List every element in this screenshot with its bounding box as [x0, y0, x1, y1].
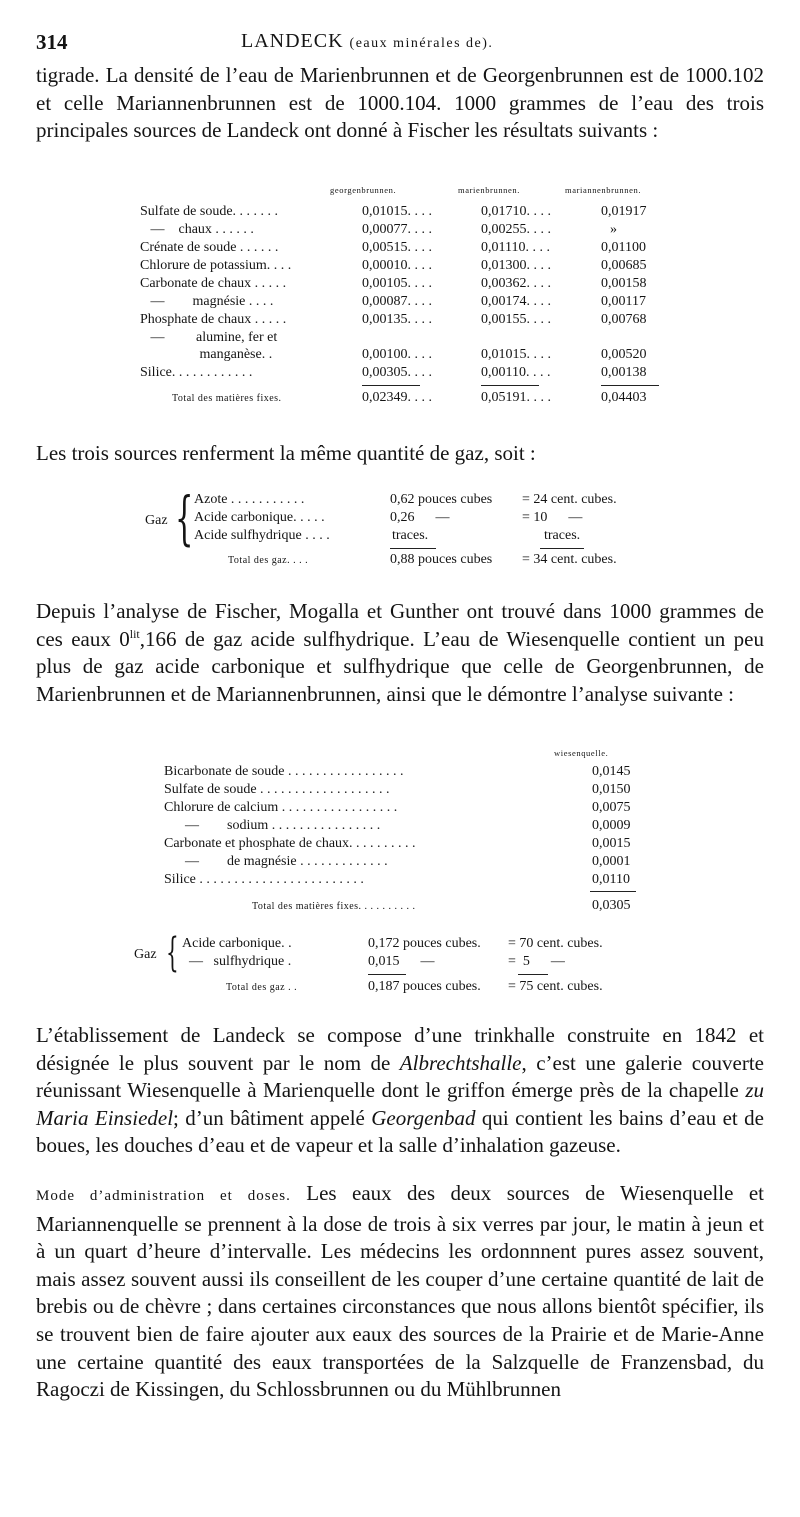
italic-term: Albrechtshalle: [399, 1050, 522, 1075]
row-label: Acide carbonique. . . . .: [194, 510, 325, 525]
cell-value: 0,0145: [592, 764, 631, 779]
total-value: 0,05191. . . .: [481, 390, 551, 405]
row-label: — magnésie . . . .: [140, 294, 274, 309]
running-title-main: LANDECK: [241, 30, 344, 52]
cell-value: 0,00077. . . .: [362, 222, 432, 237]
sum-rule: [481, 385, 539, 386]
row-label: — chaux . . . . . .: [140, 222, 254, 237]
running-title-sub: (eaux minérales de).: [349, 36, 494, 51]
table-row: [140, 365, 670, 383]
row-label: — alumine, fer et: [140, 330, 278, 345]
cell-value: traces.: [392, 528, 429, 543]
column-header-marienbrunnen: marienbrunnen.: [458, 185, 520, 195]
cell-value: 0,62 pouces cubes: [390, 492, 493, 507]
cell-value: 0,00362. . . .: [481, 276, 551, 291]
cell-value: 0,00305. . . .: [362, 365, 432, 380]
cell-value: 0,015 —: [368, 954, 435, 969]
running-title: [241, 30, 493, 53]
cell-value: 0,0009: [592, 818, 631, 833]
paragraph-text: Les eaux des deux sources de Wiesenquelle et Mariannenquelle se prennent à la dose de trois à six verres par jour, le matin à jeun et à un quart d’heure d’intervalle. Les médecins les ordonnnent pures assez souvent, mais assez souvent aussi ils conseillent de les couper d’une certaine quantité de lait de brebis ou de chèvre ; dans certaines circonstances que nous allons bientôt spécifier, ils se trouvent bien de faire ajouter aux eaux des sources de la Prairie et de Marie-Anne une certaine quantité des eaux transportées de la Salzquelle de Franzensbad, du Ragoczi de Kissingen, du Schlossbrunnen ou du Mühlbrunnen: [36, 1181, 764, 1402]
table-row: [134, 954, 654, 972]
page-number: 314: [36, 30, 68, 54]
row-label: Bicarbonate de soude . . . . . . . . . . . . . . . . .: [164, 764, 404, 779]
cell-value: 0,0075: [592, 800, 631, 815]
paragraph-text: ,166 de gaz acide sulfhydrique. L’eau de Wiesenquelle contient un peu plus de gaz acide carbonique et sulfhydrique que celle de Georgenbrunnen, de Marienbrunnen et de Mariannenbrunnen, ainsi que le démontre l’analyse suivante :: [36, 626, 764, 706]
total-row: [134, 979, 654, 997]
sum-rule: [362, 385, 420, 386]
sum-rule: [601, 385, 659, 386]
cell-value: 0,00768: [601, 312, 647, 327]
cell-equivalent: = 70 cent. cubes.: [508, 936, 603, 951]
table-row: [140, 330, 670, 348]
total-row: [164, 898, 644, 916]
paragraph-text: L’établissement de Landeck se compose d’une trinkhalle construite en 1842 et désignée le plus souvent par le nom de: [36, 1023, 764, 1075]
row-label: — de magnésie . . . . . . . . . . . . .: [164, 854, 388, 869]
sum-rule: [368, 974, 406, 975]
cell-value: 0,00117: [601, 294, 646, 309]
total-value: 0,04403: [601, 390, 647, 405]
unit-superscript: lit: [129, 626, 140, 641]
paragraph-text: , c’est une galerie couverte réunissant Wiesenquelle à Marienquelle dont le griffon émerge près de la chapelle: [36, 1050, 764, 1103]
paragraph-gas-intro: Les trois sources renferment la même quantité de gaz, soit :: [36, 441, 536, 465]
cell-value: 0,0001: [592, 854, 631, 869]
cell-equivalent: traces.: [544, 528, 581, 543]
row-label: Silice . . . . . . . . . . . . . . . . . . . . . . . .: [164, 872, 364, 887]
cell-value: 0,00138: [601, 365, 647, 380]
cell-equivalent: = 10 —: [522, 510, 583, 525]
table-row: [164, 836, 644, 854]
row-label: Chlorure de calcium . . . . . . . . . . . . . . . . .: [164, 800, 398, 815]
cell-value: 0,26 —: [390, 510, 450, 525]
column-header-georgenbrunnen: georgenbrunnen.: [330, 185, 397, 195]
cell-value: 0,01015. . . .: [481, 347, 551, 362]
paragraph-intro: tigrade. La densité de l’eau de Marienbrunnen et de Georgenbrunnen est de 1000.102 et celle Mariannenbrunnen est de 1000.104. 1000 grammes de l’eau des trois principales sources de Landeck ont donné à Fischer les résultats suivants :: [36, 63, 764, 143]
sum-rule: [518, 974, 548, 975]
cell-value: 0,00100. . . .: [362, 347, 432, 362]
cell-value: 0,0015: [592, 836, 631, 851]
cell-value: 0,01015. . . .: [362, 204, 432, 219]
brace-icon: {: [175, 484, 194, 552]
brace-icon: {: [166, 930, 179, 976]
section-heading: Mode d’administration et doses.: [36, 1188, 291, 1204]
cell-value: 0,00685: [601, 258, 647, 273]
table-row: [134, 936, 654, 954]
cell-value: 0,00520: [601, 347, 647, 362]
cell-value: 0,00155. . . .: [481, 312, 551, 327]
cell-value: 0,01710. . . .: [481, 204, 551, 219]
sum-rule: [390, 548, 436, 549]
total-value: 0,187 pouces cubes.: [368, 979, 481, 994]
row-label: Carbonate de chaux . . . . .: [140, 276, 287, 291]
row-label: Acide carbonique. .: [182, 936, 292, 951]
row-label: Azote . . . . . . . . . . .: [194, 492, 305, 507]
row-label: Sulfate de soude . . . . . . . . . . . . . . . . . . .: [164, 782, 390, 797]
cell-value: 0,00515. . . .: [362, 240, 432, 255]
italic-term: Georgenbad: [371, 1105, 476, 1130]
row-label: manganèse. .: [140, 347, 273, 362]
table-row: [164, 872, 644, 890]
column-header-wiesenquelle: wiesenquelle.: [554, 748, 609, 758]
sum-rule: [540, 548, 584, 549]
cell-value: 0,00158: [601, 276, 647, 291]
row-label: Sulfate de soude. . . . . . .: [140, 204, 279, 219]
paragraph-establishment: [36, 1022, 764, 1160]
table-row: [140, 347, 670, 365]
cell-value: 0,0110: [592, 872, 630, 887]
table-row: [140, 276, 670, 294]
total-value: 0,88 pouces cubes: [390, 552, 493, 567]
sum-rule: [590, 891, 636, 892]
running-header: [36, 30, 766, 58]
cell-value: »: [610, 222, 617, 237]
total-label: Total des gaz. . . .: [228, 555, 309, 566]
cell-equivalent: = 24 cent. cubes.: [522, 492, 617, 507]
table-row: [140, 204, 670, 222]
paragraph-text: qui contient les bains d’eau et de boues, les douches d’eau et de vapeur et la salle d’inhalation gazeuse.: [36, 1105, 764, 1158]
cell-value: 0,0150: [592, 782, 631, 797]
cell-value: 0,00110. . . .: [481, 365, 551, 380]
cell-value: 0,00087. . . .: [362, 294, 432, 309]
row-label: — sodium . . . . . . . . . . . . . . . .: [164, 818, 381, 833]
row-label: Silice. . . . . . . . . . . .: [140, 365, 253, 380]
total-row: [140, 552, 700, 570]
table-row: [164, 782, 644, 800]
total-equivalent: = 34 cent. cubes.: [522, 552, 617, 567]
cell-value: 0,01100: [601, 240, 646, 255]
row-label: Acide sulfhydrique . . . .: [194, 528, 330, 543]
cell-value: 0,00105. . . .: [362, 276, 432, 291]
row-label: Crénate de soude . . . . . .: [140, 240, 279, 255]
table-row: [140, 312, 670, 330]
row-label: Chlorure de potassium. . . .: [140, 258, 292, 273]
total-row: [140, 390, 670, 408]
gas-side-label: Gaz: [145, 513, 168, 528]
cell-value: 0,01917: [601, 204, 647, 219]
total-label: Total des gaz . .: [226, 982, 298, 993]
paragraph-administration: [36, 1180, 764, 1404]
total-equivalent: = 75 cent. cubes.: [508, 979, 603, 994]
row-label: Carbonate et phosphate de chaux. . . . . . . . . .: [164, 836, 416, 851]
paragraph-wiesenquelle: [36, 598, 764, 708]
italic-term: zu Maria Einsiedel: [36, 1078, 764, 1130]
gas-side-label: Gaz: [134, 947, 157, 962]
table-row: [164, 764, 644, 782]
total-label: Total des matières fixes.: [172, 393, 282, 404]
table-row: [140, 492, 700, 510]
table-row: [140, 240, 670, 258]
total-label: Total des matières fixes. . . . . . . . . .: [252, 901, 416, 912]
table-row: [164, 854, 644, 872]
paragraph-text: ; d’un bâtiment appelé: [173, 1105, 372, 1130]
table-row: [164, 818, 644, 836]
table-row: [140, 222, 670, 240]
cell-equivalent: = 5 —: [508, 954, 565, 969]
table-row: [140, 510, 700, 528]
cell-value: 0,00255. . . .: [481, 222, 551, 237]
table-row: [140, 294, 670, 312]
cell-value: 0,00174. . . .: [481, 294, 551, 309]
table-row: [140, 528, 700, 546]
cell-value: 0,172 pouces cubes.: [368, 936, 481, 951]
total-value: 0,02349. . . .: [362, 390, 432, 405]
column-header-mariannenbrunnen: mariannenbrunnen.: [565, 185, 642, 195]
total-value: 0,0305: [592, 898, 631, 913]
cell-value: 0,00135. . . .: [362, 312, 432, 327]
paragraph-text: Depuis l’analyse de Fischer, Mogalla et Gunther ont trouvé dans 1000 grammes de ces eaux 0: [36, 599, 764, 651]
cell-value: 0,01110. . . .: [481, 240, 550, 255]
table-row: [140, 258, 670, 276]
row-label: Phosphate de chaux . . . . .: [140, 312, 287, 327]
cell-value: 0,00010. . . .: [362, 258, 432, 273]
table-row: [164, 800, 644, 818]
cell-value: 0,01300. . . .: [481, 258, 551, 273]
row-label: — sulfhydrique .: [182, 954, 292, 969]
